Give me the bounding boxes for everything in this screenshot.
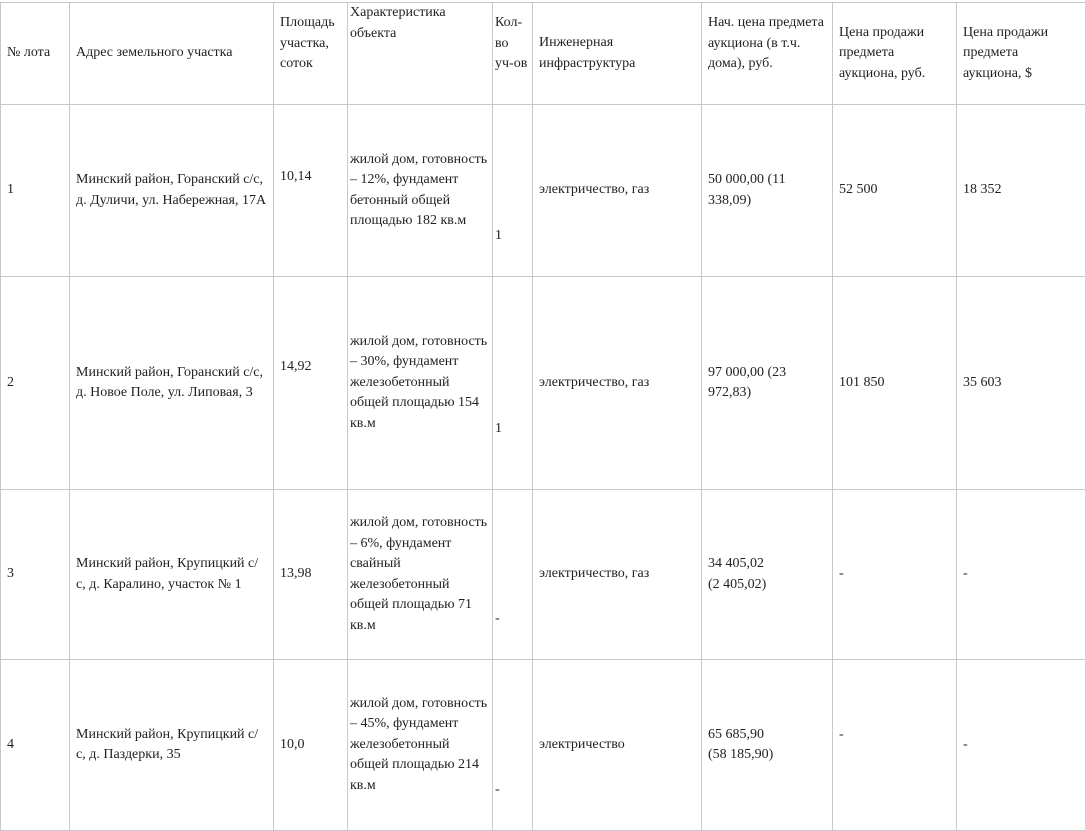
start-price-cell: 97 000,00 (23 972,83) [702,277,833,490]
start-price-cell [702,660,833,831]
address-cell: Минский район, Горанский с/с, д. Новое Поле, ул. Липовая, 3 [70,277,274,490]
area-cell: 13,98 [274,490,348,660]
header-lot-no: № лота [1,3,70,105]
sale-price-rub-cell: 101 850 [833,277,957,490]
plot-count-cell: 1 [493,277,533,490]
plot-count-cell: - [493,490,533,660]
address-cell: Минский район, Крупицкий с/с, д. Каралино, участок № 1 [70,490,274,660]
infrastructure-cell: электричество [533,660,702,831]
area-cell: 10,0 [274,660,348,831]
sale-price-rub-cell: - [833,490,957,660]
table-header-row [1,3,1085,105]
header-characteristics: Характеристика объекта [348,3,493,105]
lot-no-cell: 3 [1,490,70,660]
start-price-value: 65 685,90 [708,725,826,746]
start-price-value: 34 405,02 [708,554,826,575]
header-sale-price-usd: Цена продажи предмета аукциона, $ [957,3,1085,105]
sale-price-rub-value: - [839,725,950,746]
header-sale-price-rub: Цена продажи предмета аукциона, руб. [833,3,957,105]
characteristics-cell: жилой дом, готовность – 45%, фундамент железобетонный общей площадью 214 кв.м [348,660,493,831]
sale-price-usd-cell: 18 352 [957,105,1085,277]
sale-price-usd-cell: 35 603 [957,277,1085,490]
lot-no-cell: 1 [1,105,70,277]
characteristics-cell: жилой дом, готовность – 6%, фундамент свайный железобетонный общей площадью 71 кв.м [348,490,493,660]
infrastructure-cell: электричество, газ [533,105,702,277]
sale-price-rub-cell: 52 500 [833,105,957,277]
infrastructure-cell: электричество, газ [533,277,702,490]
characteristics-cell: жилой дом, готовность – 30%, фундамент железобетонный общей площадью 154 кв.м [348,277,493,490]
characteristics-cell: жилой дом, готовность – 12%, фундамент бетонный общей площадью 182 кв.м [348,105,493,277]
area-value: 10,14 [280,167,341,188]
table-row [1,105,1085,277]
auction-lots-table [0,2,1085,831]
start-price-cell [702,490,833,660]
table-row [1,490,1085,660]
sale-price-usd-cell: - [957,490,1085,660]
start-price-secondary: (2 405,02) [708,575,826,596]
header-start-price: Нач. цена предмета аукциона (в т.ч. дома), руб. [702,3,833,105]
sale-price-usd-cell: - [957,660,1085,831]
area-cell [274,105,348,277]
lot-no-cell: 4 [1,660,70,831]
area-value: 14,92 [280,357,341,378]
infrastructure-cell: электричество, газ [533,490,702,660]
start-price-cell: 50 000,00 (11 338,09) [702,105,833,277]
header-infrastructure: Инженерная инфраструктура [533,3,702,105]
address-cell: Минский район, Горанский с/с, д. Дуличи, ул. Набережная, 17А [70,105,274,277]
area-cell [274,277,348,490]
start-price-secondary: (58 185,90) [708,745,826,766]
plot-count-cell: 1 [493,105,533,277]
address-cell: Минский район, Крупицкий с/с, д. Паздерки, 35 [70,660,274,831]
header-area: Площадь участка, соток [274,3,348,105]
sale-price-rub-cell [833,660,957,831]
lot-no-cell: 2 [1,277,70,490]
table-row [1,277,1085,490]
header-plot-count: Кол-во уч-ов [493,3,533,105]
header-address: Адрес земельного участка [70,3,274,105]
table-row [1,660,1085,831]
plot-count-cell: - [493,660,533,831]
